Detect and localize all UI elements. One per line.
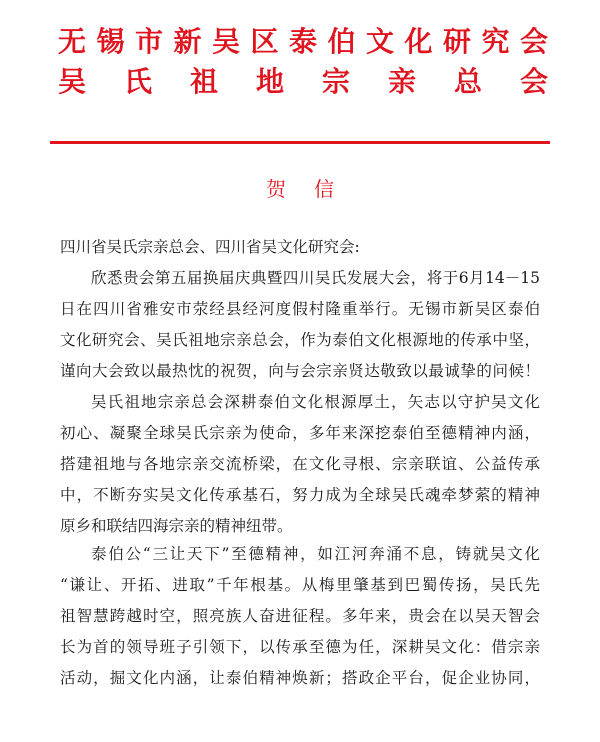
paragraph-line: 谨向大会致以最热忱的祝贺，向与会宗亲贤达敬致以最诚挚的问候！ (60, 362, 540, 380)
paragraph-line: 中，不断夯实吴文化传承基石，努力成为全球吴氏魂牵梦萦的精神 (60, 486, 540, 504)
paragraph-line: 欣悉贵会第五届换届庆典暨四川吴氏发展大会，将于6月14－15 (91, 269, 540, 287)
paragraph-line: 日在四川省雅安市荥经县经河度假村隆重举行。无锡市新吴区泰伯 (60, 300, 540, 318)
paragraph-2 (60, 387, 540, 542)
paragraph-line: 搭建祖地与各地宗亲交流桥梁，在文化寻根、宗亲联谊、公益传承 (60, 455, 540, 473)
org-name-research-society: 无锡市新吴区泰伯文化研究会 (58, 25, 548, 58)
org-name-clan-association: 吴氏祖地宗亲总会 (58, 65, 548, 98)
paragraph-line: 文化研究会、吴氏祖地宗亲总会，作为泰伯文化根源地的传承中坚， (60, 331, 540, 349)
salutation: 四川省吴氏宗亲总会、四川省吴文化研究会: (60, 238, 360, 256)
paragraph-line: 长为首的领导班子引领下，以传承至德为任，深耕吴文化：借宗亲 (60, 638, 540, 656)
letter-title: 贺信 (266, 177, 362, 201)
red-divider-line (50, 141, 550, 144)
paragraph-line: 初心、凝聚全球吴氏宗亲为使命，多年来深挖泰伯至德精神内涵， (60, 424, 540, 442)
paragraph-line: 祖智慧跨越时空，照亮族人奋进征程。多年来，贵会在以吴天智会 (60, 607, 540, 625)
paragraph-1 (60, 263, 540, 387)
paragraph-line: 原乡和联结四海宗亲的精神纽带。 (60, 517, 293, 535)
paragraph-line: 活动，掘文化内涵，让泰伯精神焕新；搭政企平台，促企业协同， (60, 669, 540, 687)
paragraph-3 (60, 539, 540, 694)
paragraph-line: 吴氏祖地宗亲总会深耕泰伯文化根源厚土，矢志以守护吴文化 (91, 393, 540, 411)
paragraph-line: 泰伯公“三让天下”至德精神，如江河奔涌不息，铸就吴文化 (91, 545, 540, 563)
paragraph-line: “谦让、开拓、进取”千年根基。从梅里肇基到巴蜀传扬，吴氏先 (60, 576, 540, 594)
